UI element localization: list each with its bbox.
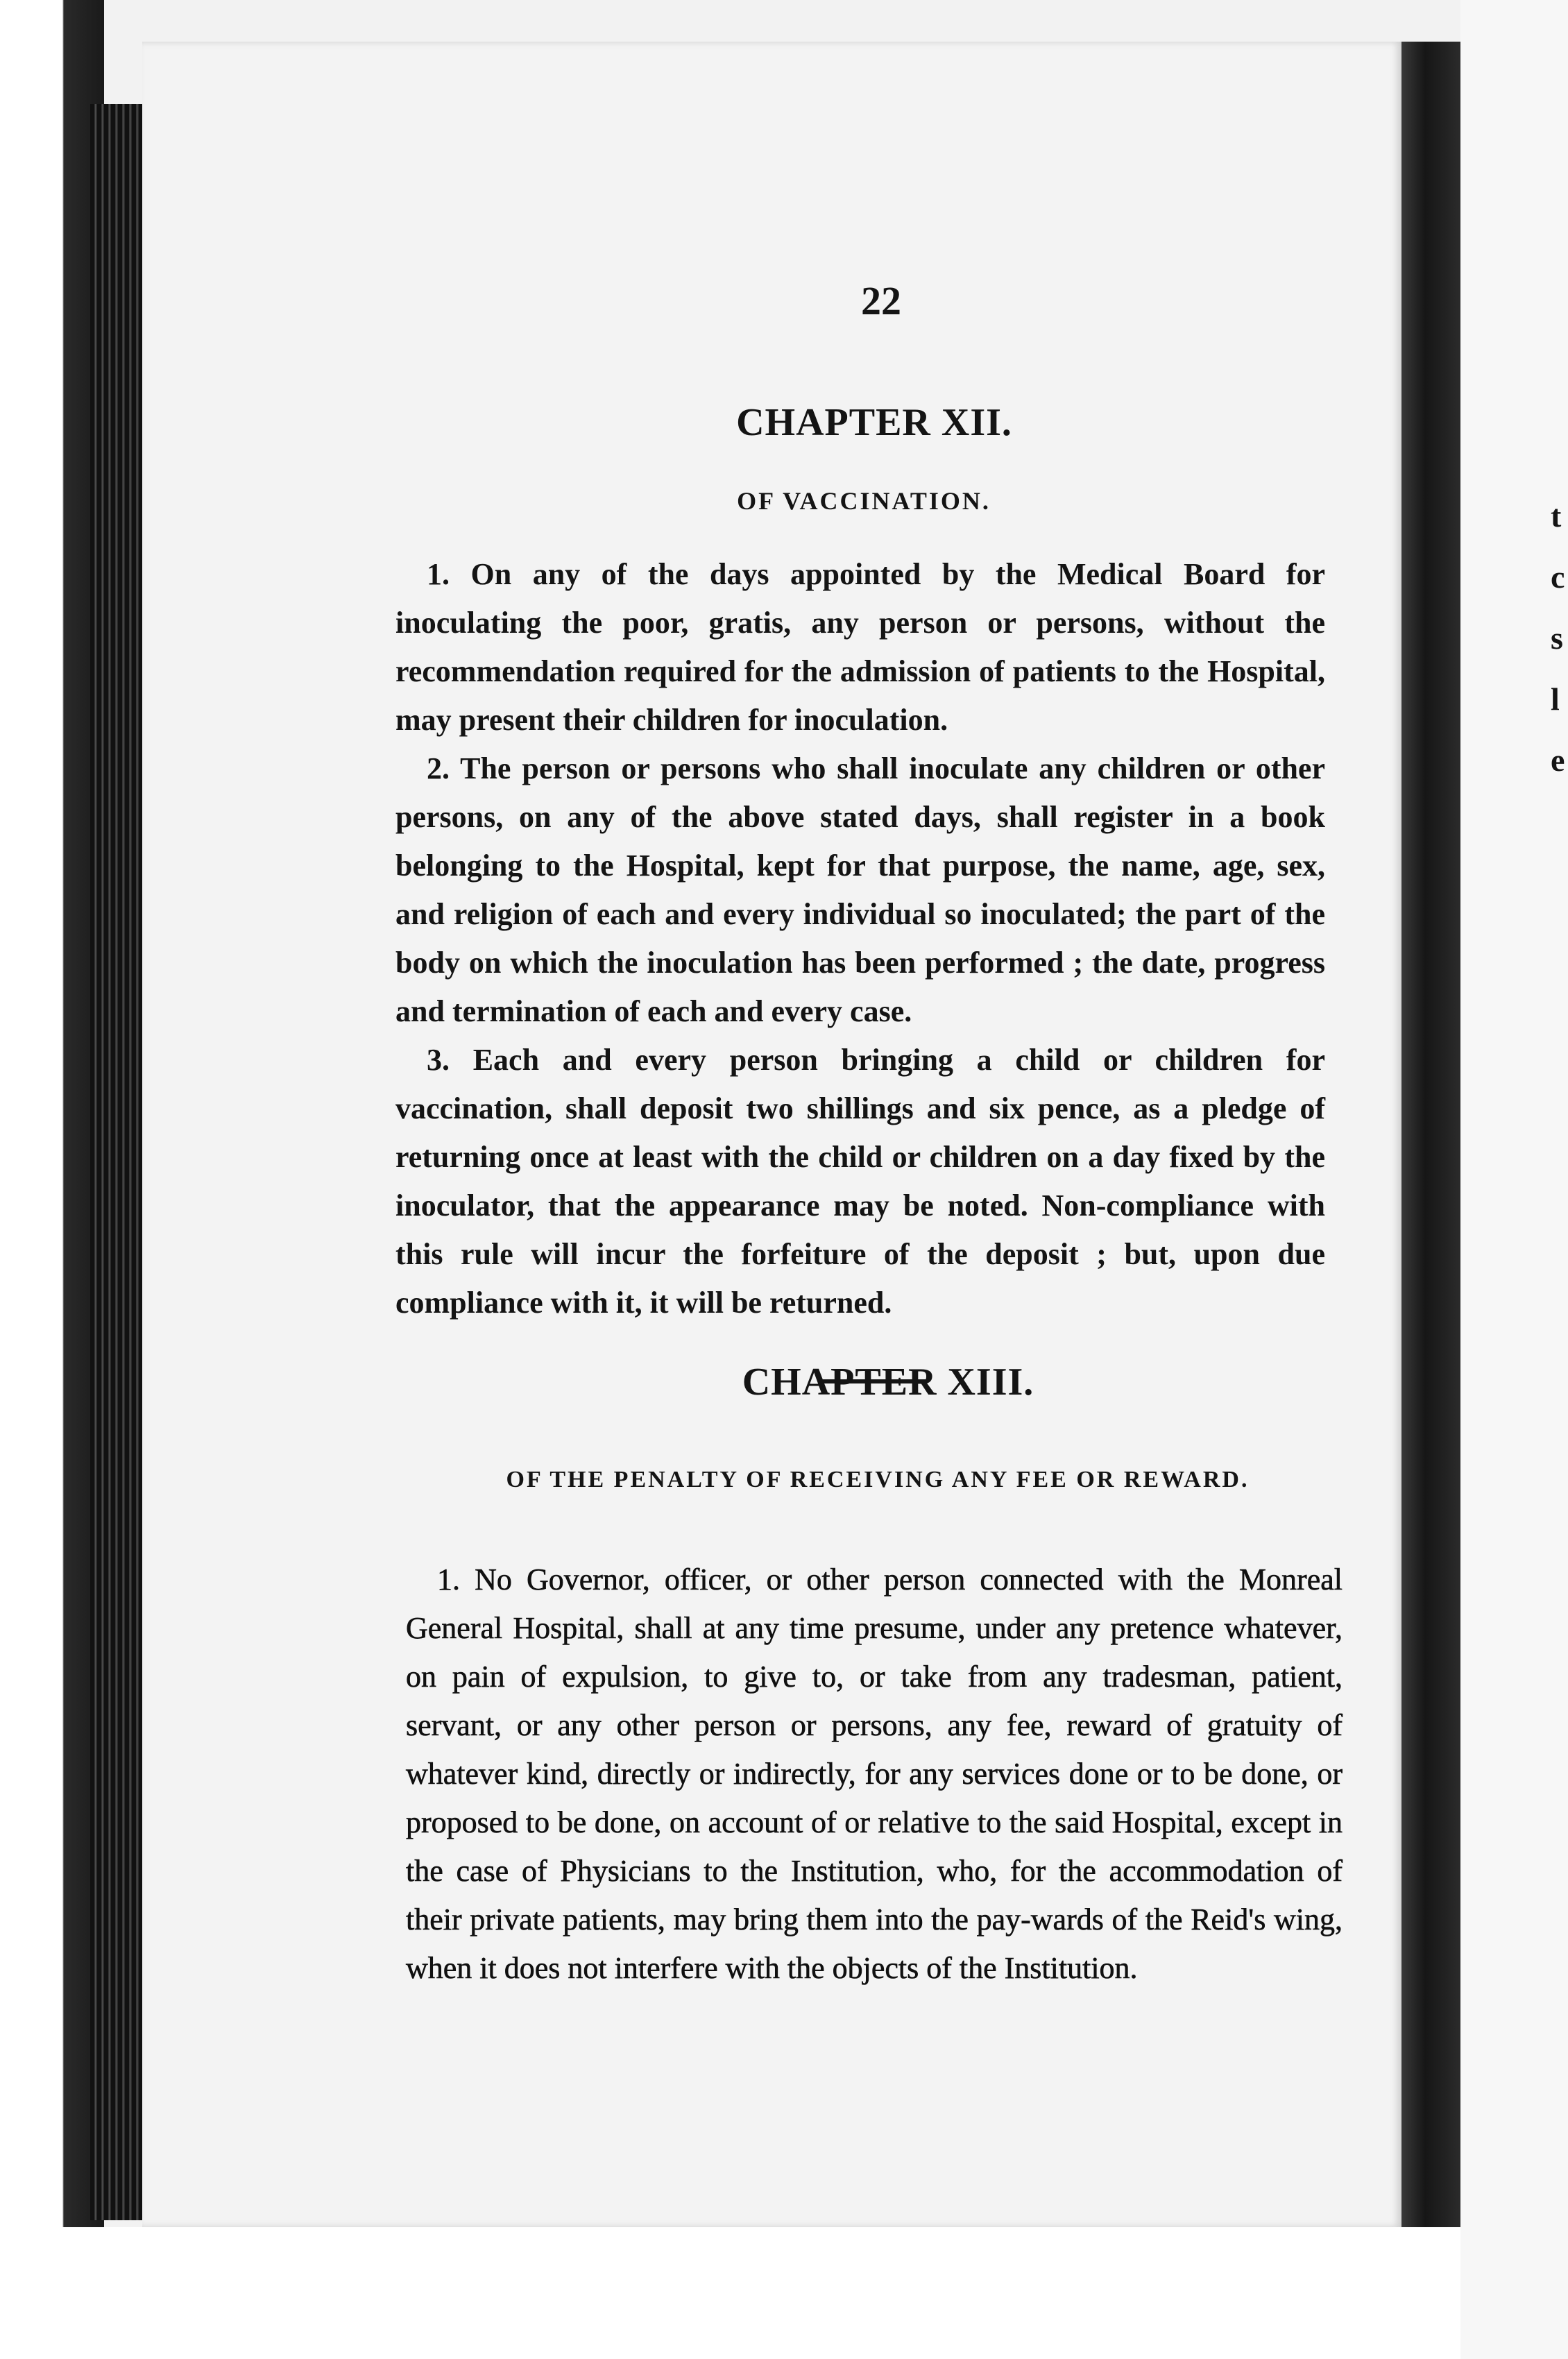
chapter-12-paragraph-1: 1. On any of the days appointed by the Medical Board for inoculating the poor, gratis, any person or persons, without the recommendation required for the admission of patients to the Hospital, may present their children for inoculation.	[395, 557, 1325, 737]
chapter-13-title: CHAPTER XIII.	[742, 1361, 1034, 1404]
chapter-13-paragraph-1: 1. No Governor, officer, or other person connected with the Monreal General Hospital, shall at any time presume, under any pretence whatever, on pain of expulsion, to give to, or take from any tradesman, patient, servant, or any other person or persons, any fee, reward of gratuity of whatever kind, directly or indirectly, for any services done or to be done, or proposed to be done, on account of or relative to the said Hospital, except in the case of Physicians to the Institution, who, for the accommodation of their private patients, may bring them into the pay-wards of the Reid's wing, when it does not interfere with the objects of the Institution.	[406, 1562, 1343, 1985]
book-page-edges	[90, 104, 146, 2220]
chapter-12-paragraph-3: 3. Each and every person bringing a child or children for vaccination, shall deposit two shillings and six pence, as a pledge of returning once at least with the child or children on a day fixed by the inoculator, that the appearance may be noted. Non-compliance with this rule will incur the forfeiture of the deposit ; but, upon due compliance with it, it will be returned.	[395, 1043, 1325, 1320]
chapter-13-subtitle: OF THE PENALTY OF RECEIVING ANY FEE OR REWARD.	[506, 1467, 1250, 1492]
chapter-12-title: CHAPTER XII.	[736, 401, 1012, 444]
facing-page-letters: t c s l e	[1551, 498, 1565, 778]
scan-background-left	[0, 0, 104, 2359]
facing-page-edge	[1460, 0, 1568, 2359]
scan-background-bottom	[0, 2227, 1460, 2359]
page-number: 22	[861, 278, 901, 323]
chapter-12-paragraph-2: 2. The person or persons who shall inoculate any children or other persons, on any of the above stated days, shall register in a book belonging to the Hospital, kept for that purpose, the name, age, sex, and religion of each and every individual so inoculated; the part of the body on which the inoculation has been performed ; the date, progress and termination of each and every case.	[395, 751, 1325, 1028]
book-gutter-shadow	[1401, 42, 1460, 2248]
chapter-12-section	[395, 278, 1325, 1422]
chapter-13-section	[406, 1360, 1343, 1993]
chapter-12-subtitle: OF VACCINATION.	[737, 487, 991, 515]
